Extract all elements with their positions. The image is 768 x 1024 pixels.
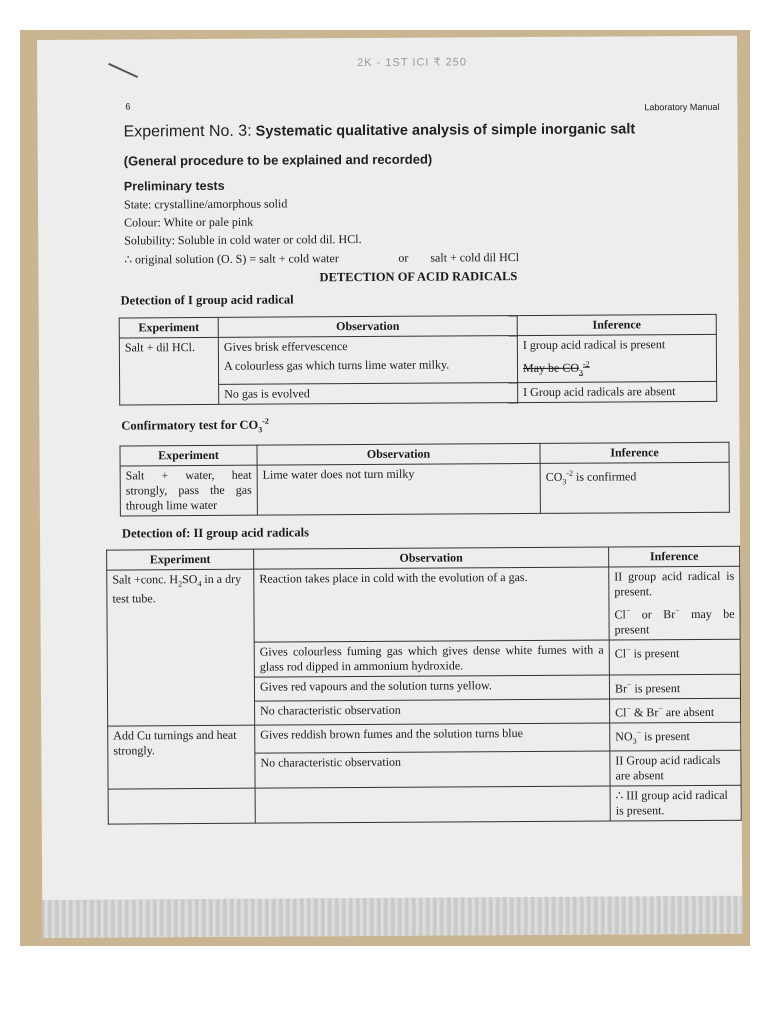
solution-line: [124, 250, 544, 268]
manual-label: Laboratory Manual: [644, 101, 720, 113]
col-header-observation: Observation: [218, 316, 517, 338]
table-row: [108, 786, 741, 825]
observation-cell-empty: [255, 786, 610, 823]
inference-2: [523, 356, 711, 381]
ion-text: Cl: [614, 646, 627, 661]
experiment-title: [124, 120, 636, 141]
or-word: or: [398, 250, 409, 265]
subscript: 3: [579, 368, 584, 378]
inference-cell: [609, 639, 740, 675]
inference-1b: [614, 603, 734, 638]
inference-1: I group acid radical is present: [522, 337, 666, 353]
col-header-observation: Observation: [257, 443, 540, 465]
observation-cell: No characteristic observation: [255, 751, 610, 788]
col-header-experiment: Experiment: [119, 317, 218, 338]
observation-cell: [218, 336, 517, 385]
ion-text: Cl: [615, 705, 627, 720]
colour-line: Colour: White or pale pink: [124, 214, 254, 230]
table-row: [120, 462, 729, 516]
observation-2: A colourless gas which turns lime water milky.: [223, 357, 450, 373]
observation-cell: Lime water does not turn milky: [257, 463, 540, 515]
col-header-experiment: Experiment: [107, 549, 254, 570]
inference-cell: [540, 462, 729, 513]
experiment-subtitle: (General procedure to be explained and recorded): [123, 151, 433, 169]
experiment-cell: Add Cu turnings and heat strongly.: [108, 725, 255, 789]
observation-3: No gas is evolved: [219, 383, 518, 405]
superscript: -2: [262, 416, 269, 426]
superscript: −: [626, 645, 631, 655]
subscript: 3: [562, 477, 567, 487]
experiment-text: Salt +conc. H: [112, 572, 179, 587]
superscript: −: [675, 606, 680, 616]
ion-text: & Br: [630, 705, 659, 720]
inference-2-text: May be CO: [522, 360, 580, 376]
confirm-table: [119, 442, 729, 517]
ion-text: NO: [615, 729, 633, 744]
table-row: [108, 722, 741, 754]
superscript: −: [626, 704, 631, 714]
observation-cell: Gives colourless fuming gas which gives dense white fumes with a glass rod dipped in ammonium hydroxide.: [254, 640, 609, 677]
table-row: [107, 566, 740, 643]
col-header-inference: Inference: [540, 442, 729, 463]
observation-cell: Gives reddish brown fumes and the solution turns blue: [255, 723, 610, 754]
pen-mark: [108, 63, 138, 78]
inference-text: CO: [545, 469, 563, 484]
superscript: -2: [582, 359, 590, 369]
inference-suffix: is present: [641, 729, 690, 744]
inference-cell: [609, 566, 740, 640]
solution-text: ∴ original solution (O. S) = salt + cold water: [124, 251, 339, 267]
subscript: 3: [258, 425, 263, 435]
col-header-experiment: Experiment: [120, 445, 257, 466]
experiment-cell: Salt + dil HCl.: [119, 337, 218, 405]
confirm-heading-text: Confirmatory test for CO: [121, 417, 259, 433]
experiment-text-mid: SO: [182, 572, 198, 587]
group2-heading: Detection of: II group acid radicals: [121, 525, 309, 541]
solubility-line: Solubility: Soluble in cold water or cold dil. HCl.: [124, 232, 362, 248]
solution-alt: salt + cold dil HCl: [430, 250, 520, 265]
subscript: 3: [632, 736, 637, 746]
ion-text: or Br: [630, 607, 676, 622]
experiment-cell-empty: [108, 789, 255, 825]
experiment-cell: [107, 569, 255, 726]
inference-cell: ∴ III group acid radical is present.: [610, 786, 741, 822]
inference-cell: [517, 334, 716, 383]
inference-suffix: is present: [631, 681, 681, 696]
observation-1: Gives brisk effervescence: [223, 339, 348, 354]
experiment-text-suffix: in a dry test tube.: [112, 571, 242, 606]
section-heading-acid-radicals: DETECTION OF ACID RADICALS: [319, 269, 518, 285]
inference-3: I Group acid radicals are absent: [518, 382, 717, 403]
inference-suffix: is present: [630, 646, 680, 661]
subscript: 4: [197, 579, 202, 589]
inference-cell: II Group acid radicals are absent: [610, 751, 741, 787]
ion-text: Br: [614, 681, 628, 696]
page-number: 6: [125, 101, 131, 112]
ion-text: Cl: [614, 607, 626, 622]
observation-cell: Gives red vapours and the solution turns yellow.: [254, 675, 609, 701]
group1-table: [119, 314, 718, 406]
col-header-inference: Inference: [609, 546, 740, 567]
handwritten-note: 2K - 1ST ICI ₹ 250: [357, 56, 467, 70]
inference-suffix: may be present: [614, 606, 735, 637]
experiment-cell: Salt + water, heat strongly, pass the gas through lime water: [120, 465, 257, 516]
observation-cell: No characteristic observation: [255, 699, 610, 725]
inference-1a: II group acid radical is present.: [614, 568, 735, 599]
superscript: −: [625, 606, 631, 616]
group1-heading: Detection of I group acid radical: [120, 292, 294, 308]
preliminary-heading: Preliminary tests: [123, 178, 225, 194]
superscript: −: [626, 680, 632, 690]
lab-manual-page: [37, 36, 742, 938]
subscript: 2: [178, 579, 183, 589]
inference-cell: [610, 722, 741, 751]
experiment-number: Experiment No. 3:: [123, 122, 252, 141]
superscript: −: [658, 704, 663, 714]
superscript: -2: [566, 468, 574, 478]
confirm-heading: [121, 417, 269, 436]
observation-cell: Reaction takes place in cold with the evolution of a gas.: [254, 567, 609, 642]
superscript: −: [636, 728, 642, 738]
table-row: [119, 334, 716, 385]
state-line: State: crystalline/amorphous solid: [123, 196, 288, 212]
inference-cell: [609, 674, 740, 699]
inference-cell: [610, 698, 741, 723]
inference-suffix: are absent: [662, 704, 715, 720]
col-header-inference: Inference: [517, 314, 716, 335]
group2-table: [106, 546, 742, 825]
scan-smudge: [42, 896, 742, 938]
col-header-observation: Observation: [254, 547, 609, 569]
inference-suffix: is confirmed: [572, 469, 637, 484]
experiment-title-text: Systematic qualitative analysis of simple inorganic salt: [255, 121, 636, 140]
